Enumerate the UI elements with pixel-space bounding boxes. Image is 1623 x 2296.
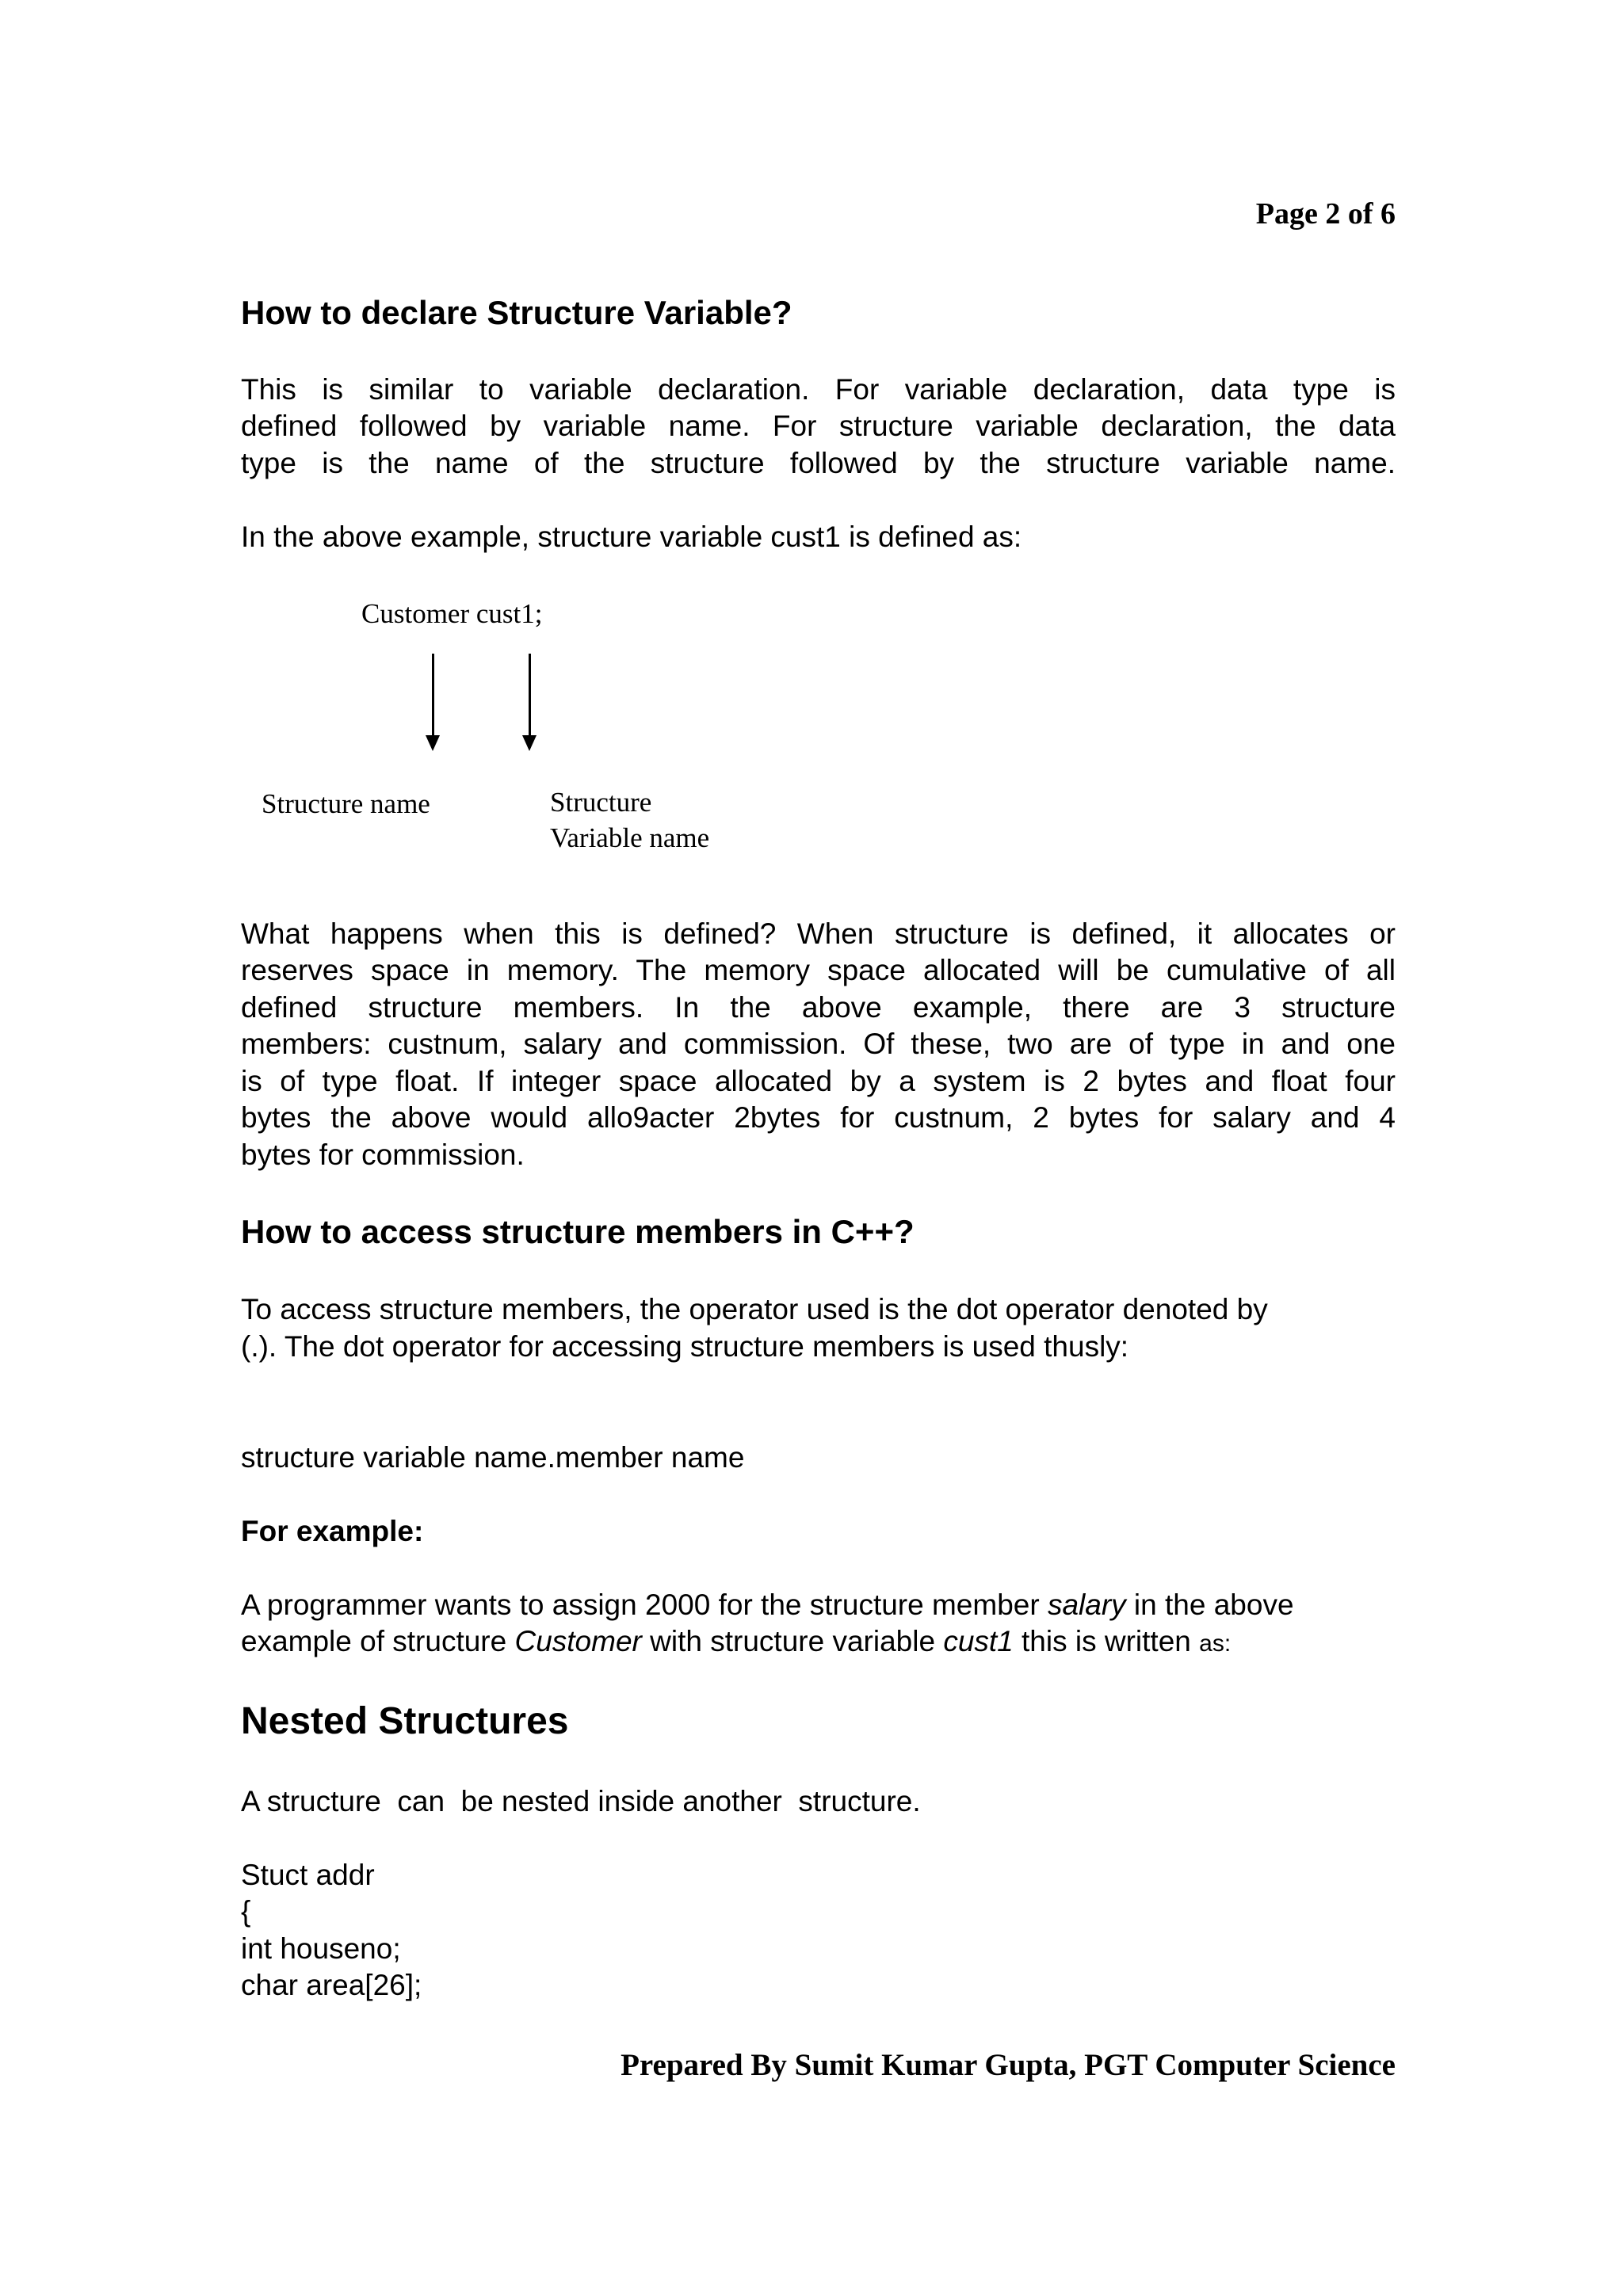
footer-credit: Prepared By Sumit Kumar Gupta, PGT Computer Science xyxy=(621,2048,1396,2082)
paragraph-line: This is similar to variable declaration. For variable declaration, data type is xyxy=(241,373,1396,406)
example-label: For example: xyxy=(241,1515,424,1547)
text: in the above xyxy=(1125,1589,1294,1621)
paragraph-line: To access structure members, the operator used is the dot operator denoted by xyxy=(241,1293,1268,1325)
paragraph-line: defined followed by variable name. For structure variable declaration, the data xyxy=(241,410,1396,442)
heading-access-members: How to access structure members in C++? xyxy=(241,1213,915,1250)
diagram-code: Customer cust1; xyxy=(361,598,543,629)
paragraph-line: is of type float. If integer space allocated by a system is 2 bytes and float four xyxy=(241,1065,1396,1097)
paragraph-line: bytes for commission. xyxy=(241,1138,525,1171)
diagram-label-structure-name: Structure name xyxy=(262,788,430,819)
paragraph-line: type is the name of the structure followed by the structure variable name. xyxy=(241,447,1396,479)
page-number: Page 2 of 6 xyxy=(1255,197,1396,231)
paragraph-line: (.). The dot operator for accessing structure members is used thusly: xyxy=(241,1330,1129,1363)
text: A programmer wants to assign 2000 for the structure member xyxy=(241,1589,1048,1621)
italic-term: Customer xyxy=(514,1625,642,1657)
paragraph-line: defined structure members. In the above example, there are 3 structure xyxy=(241,991,1396,1024)
code-line: char area[26]; xyxy=(241,1969,422,2001)
text: this is written xyxy=(1013,1625,1200,1657)
paragraph-line: A structure can be nested inside another structure. xyxy=(241,1785,921,1817)
syntax-line: structure variable name.member name xyxy=(241,1441,745,1474)
diagram-label-variable-name-1: Structure xyxy=(550,787,652,818)
text: example of structure xyxy=(241,1625,515,1657)
text: with structure variable xyxy=(641,1625,944,1657)
code-line: Stuct addr xyxy=(241,1859,375,1891)
heading-nested-structures: Nested Structures xyxy=(241,1700,569,1742)
paragraph-line: In the above example, structure variable cust1 is defined as: xyxy=(241,521,1022,553)
arrow-down-icon xyxy=(432,654,434,737)
heading-declare-structure-variable: How to declare Structure Variable? xyxy=(241,294,792,331)
paragraph-line: members: custnum, salary and commission. Of these, two are of type in and one xyxy=(241,1028,1396,1060)
paragraph-line: reserves space in memory. The memory space allocated will be cumulative of all xyxy=(241,954,1396,986)
example-line-2 xyxy=(241,1623,1396,1662)
example-line-1 xyxy=(241,1587,1396,1623)
paragraph-line: bytes the above would allo9acter 2bytes for custnum, 2 bytes for salary and 4 xyxy=(241,1101,1396,1134)
code-line: int houseno; xyxy=(241,1932,401,1965)
italic-term: cust1 xyxy=(943,1625,1014,1657)
arrow-down-icon xyxy=(529,654,531,737)
paragraph-line: What happens when this is defined? When structure is defined, it allocates or xyxy=(241,917,1396,950)
code-line: { xyxy=(241,1895,251,1928)
italic-term: salary xyxy=(1047,1589,1126,1621)
text: as: xyxy=(1199,1630,1232,1657)
diagram-label-variable-name-2: Variable name xyxy=(550,822,710,853)
